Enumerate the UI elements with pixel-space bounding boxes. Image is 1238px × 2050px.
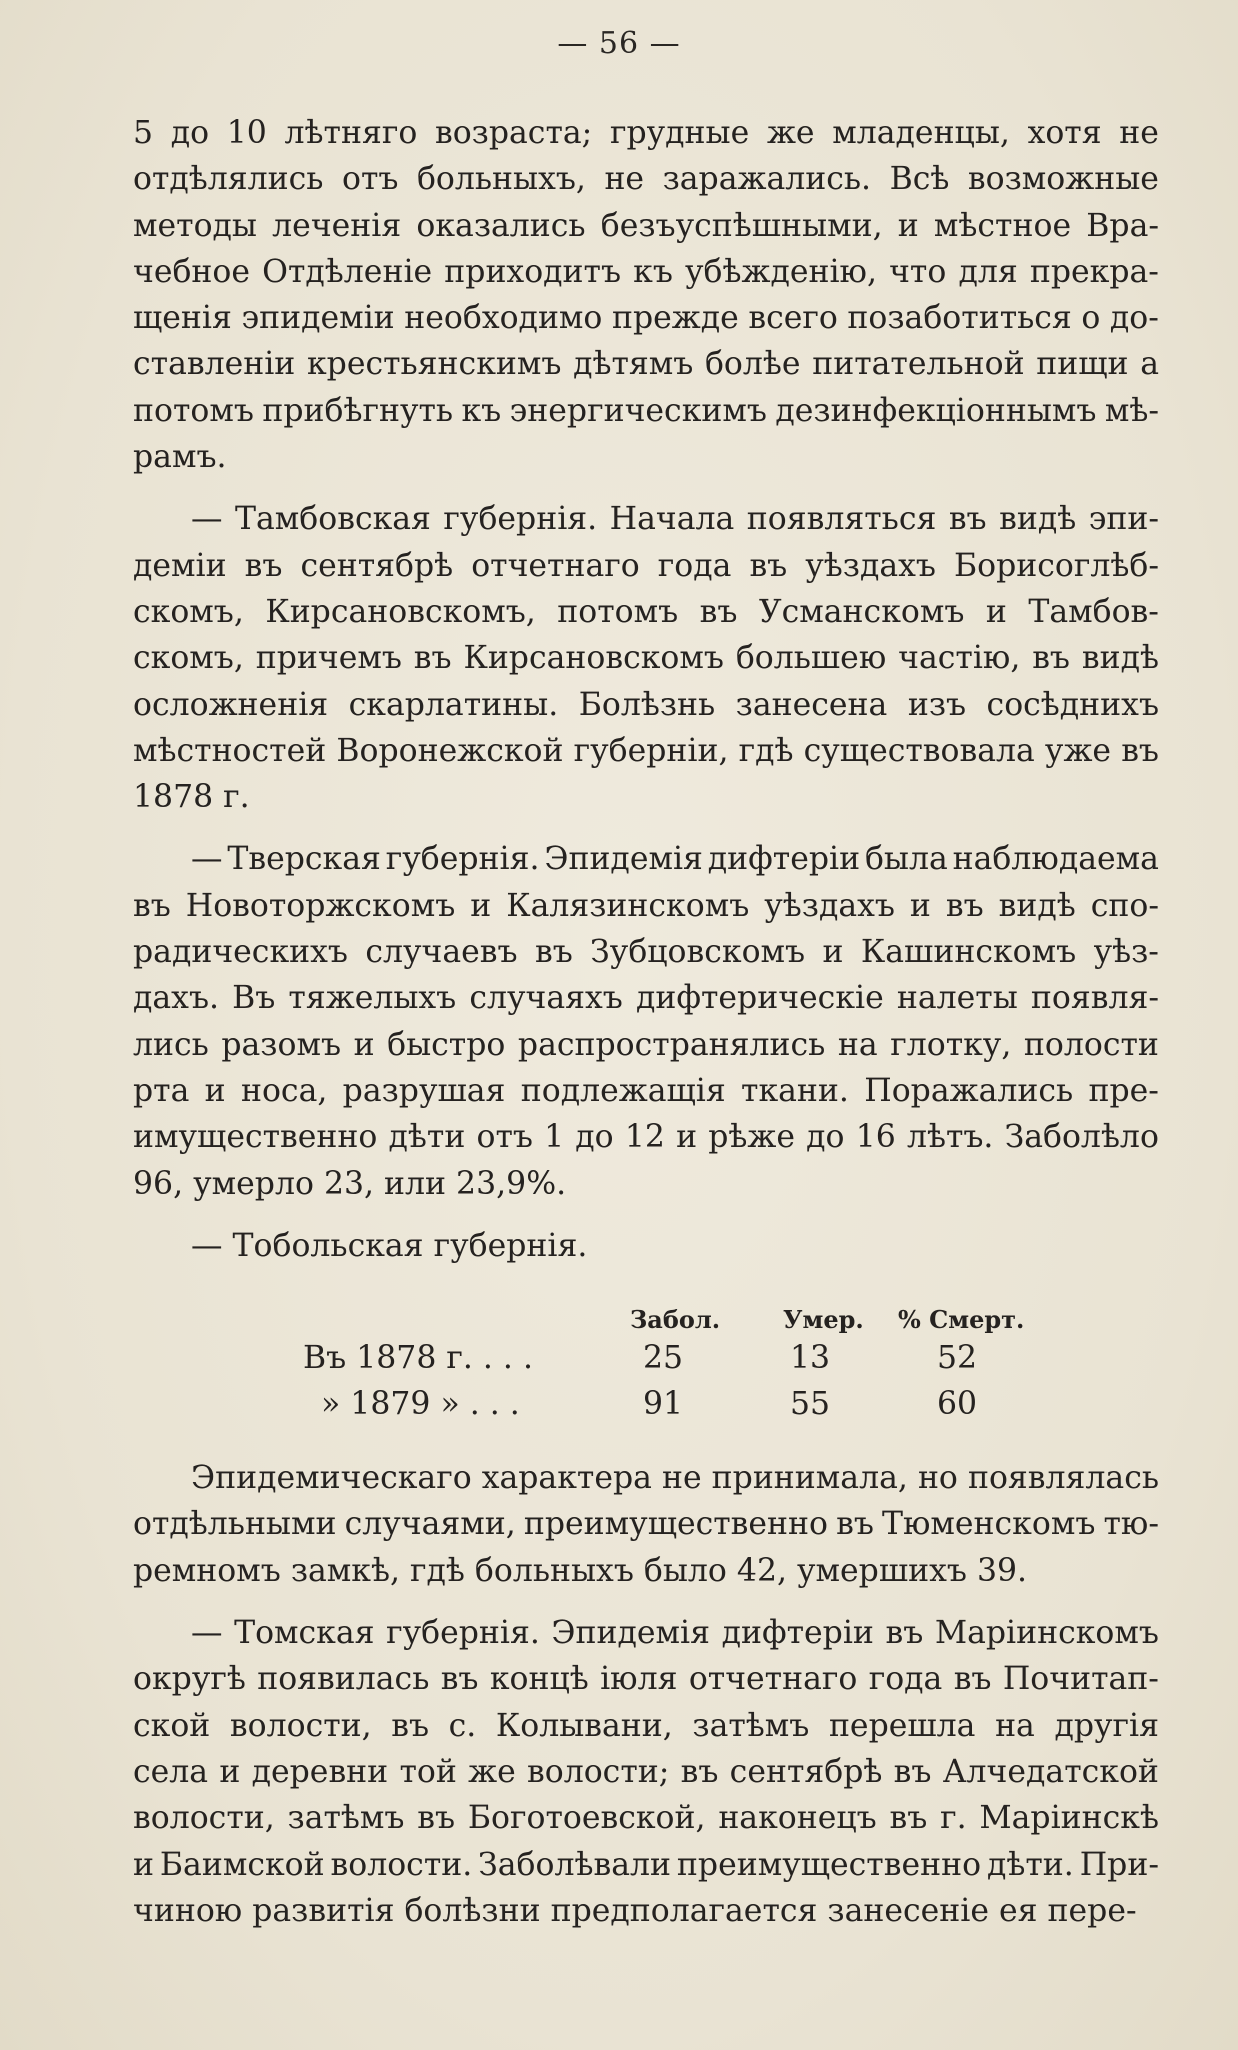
table-cell: 25	[642, 1340, 684, 1377]
text-line: чиною развитія болѣзни предполагается занесеніе ея пере-	[133, 1892, 1137, 1929]
text-line: волости, затѣмъ въ Боготоевской, наконецъ въ г. Маріинскѣ	[133, 1800, 1159, 1837]
paragraph	[133, 1610, 1159, 1934]
mortality-table	[133, 1285, 1159, 1455]
text-line: Эпидемическаго характера не принимала, но появлялась	[191, 1460, 1159, 1497]
text-line: потомъ прибѣгнуть къ энергическимъ дезинфекціоннымъ мѣ-	[133, 392, 1159, 429]
text-line: и Баимской волости. Заболѣвали преимущественно дѣти. При-	[133, 1846, 1159, 1883]
text-line: чебное Отдѣленіе приходитъ къ убѣжденію, что для прекра-	[133, 253, 1159, 290]
table-header: Умер.	[783, 1305, 864, 1335]
text-line: лись разомъ и быстро распространялись на глотку, полости	[133, 1026, 1159, 1063]
table-cell: 52	[936, 1340, 978, 1377]
text-line: 5 до 10 лѣтняго возраста; грудные же младенцы, хотя не	[133, 115, 1159, 151]
text-line: — Тобольская губернія.	[191, 1227, 588, 1264]
text-line: ской волости, въ с. Колывани, затѣмъ перешла на другія	[133, 1707, 1159, 1744]
text-line: 1878 г.	[133, 779, 250, 816]
table-cell: 91	[642, 1386, 684, 1423]
table-header: % Смерт.	[898, 1305, 1025, 1335]
text-line: округѣ появилась въ концѣ іюля отчетнаго года въ Почитап-	[133, 1661, 1159, 1698]
text-line: отдѣльными случаями, преимущественно въ Тюменскомъ тю-	[133, 1506, 1159, 1543]
text-line: — Томская губернія. Эпидемія дифтеріи въ Маріинскомъ	[191, 1615, 1159, 1652]
text-line: щенія эпидеміи необходимо прежде всего позаботиться о до-	[133, 300, 1159, 337]
table-row-label: » 1879 » . . .	[321, 1386, 520, 1423]
text-line: села и деревни той же волости; въ сентябрѣ въ Алчедатской	[133, 1753, 1159, 1790]
paragraph	[133, 1223, 1159, 1269]
text-line: мѣстностей Воронежской губерніи, гдѣ существовала уже въ	[133, 732, 1159, 769]
text-line: — Тверская губернія. Эпидемія дифтеріи была наблюдаема	[191, 841, 1159, 878]
text-line: ремномъ замкѣ, гдѣ больныхъ было 42, умершихъ 39.	[133, 1552, 1028, 1589]
text-line: методы леченія оказались безъуспѣшными, и мѣстное Вра-	[133, 207, 1159, 244]
text-line: скомъ, Кирсановскомъ, потомъ въ Усманскомъ и Тамбов-	[133, 593, 1159, 630]
text-line: деміи въ сентябрѣ отчетнаго года въ уѣздахъ Борисоглѣб-	[133, 547, 1159, 584]
body-text	[133, 110, 1159, 1950]
paragraph	[133, 110, 1159, 480]
text-line: радическихъ случаевъ въ Зубцовскомъ и Кашинскомъ уѣз-	[133, 934, 1159, 971]
text-line: въ Новоторжскомъ и Калязинскомъ уѣздахъ и въ видѣ спо-	[133, 887, 1159, 924]
table-cell: 60	[936, 1386, 978, 1423]
page-number: — 56 —	[557, 26, 681, 61]
table-cell: 13	[789, 1340, 831, 1377]
table-row-label: Въ 1878 г. . . .	[303, 1340, 533, 1377]
text-line: 96, умерло 23, или 23,9%.	[133, 1165, 567, 1202]
paragraph	[133, 496, 1159, 820]
paragraph	[133, 836, 1159, 1206]
text-line: отдѣлялись отъ больныхъ, не заражались. Всѣ возможные	[133, 161, 1159, 198]
table-header: Забол.	[630, 1305, 721, 1335]
table-cell: 55	[789, 1386, 831, 1423]
text-line: скомъ, причемъ въ Кирсановскомъ большею частію, въ видѣ	[133, 640, 1159, 677]
text-line: осложненія скарлатины. Болѣзнь занесена изъ сосѣднихъ	[133, 686, 1159, 723]
text-line: ставленіи крестьянскимъ дѣтямъ болѣе питательной пищи а	[133, 346, 1159, 383]
paragraph	[133, 1455, 1159, 1594]
text-line: имущественно дѣти отъ 1 до 12 и рѣже до 16 лѣтъ. Заболѣло	[133, 1119, 1159, 1156]
text-line: рта и носа, разрушая подлежащія ткани. Поражались пре-	[133, 1072, 1159, 1109]
text-line: дахъ. Въ тяжелыхъ случаяхъ дифтерическіе налеты появля-	[133, 980, 1159, 1017]
text-line: рамъ.	[133, 439, 227, 476]
text-line: — Тамбовская губернія. Начала появляться въ видѣ эпи-	[191, 501, 1159, 538]
